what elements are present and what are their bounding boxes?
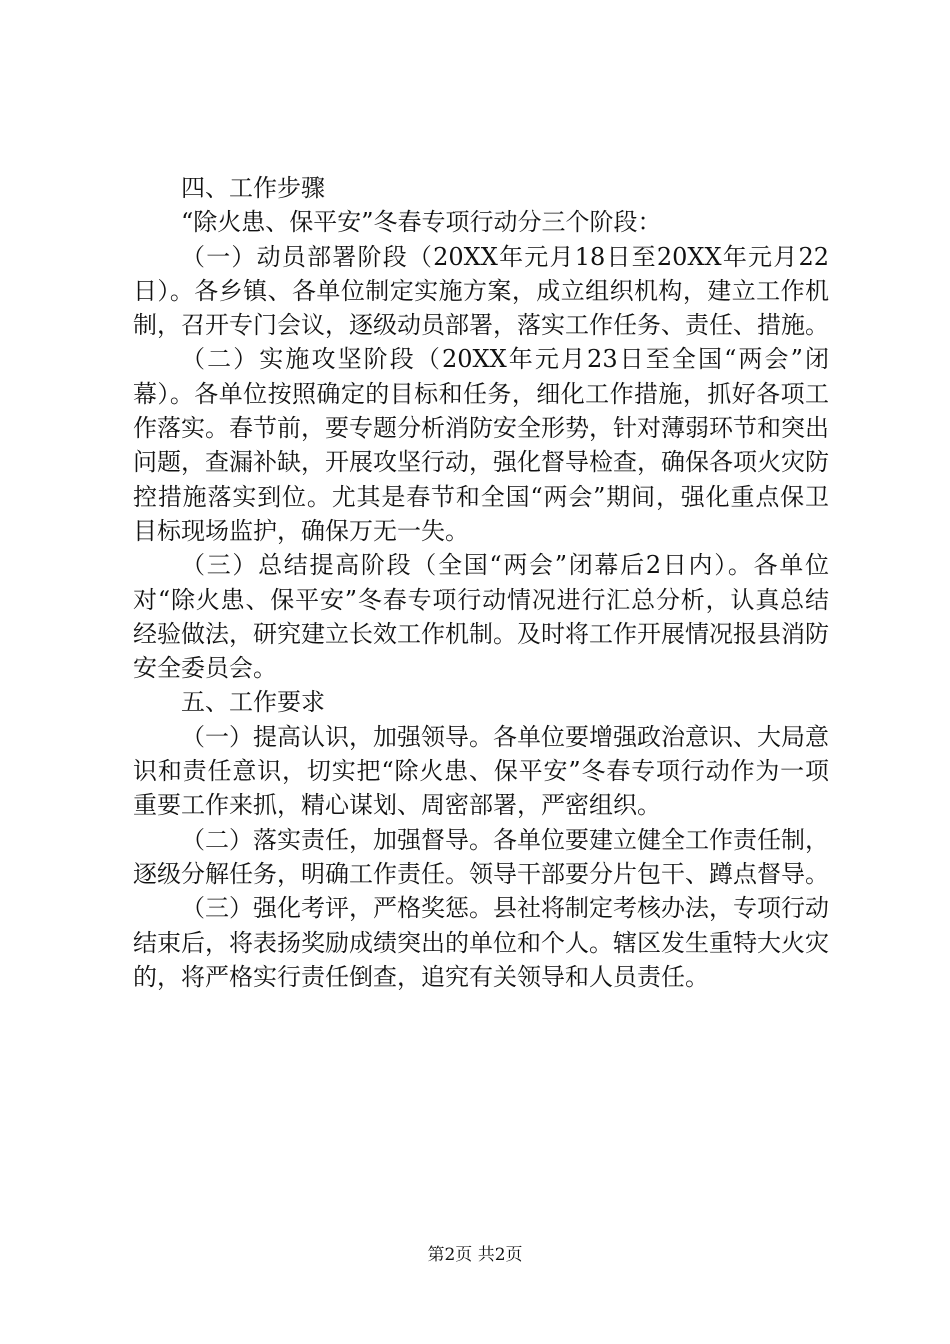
document-body	[133, 171, 829, 994]
section-heading-requirements: 五、工作要求	[181, 688, 325, 717]
paragraph-stages-intro: “除火患、保平安”冬春专项行动分三个阶段：	[181, 208, 662, 237]
section-heading-steps: 四、工作步骤	[181, 174, 325, 202]
paragraph-requirement-evaluation: （三）强化考评，严格奖惩。县社将制定考核办法，专项行动结束后，将表扬奖励成绩突出的单位和个人。辖区发生重特大火灾的，将严格实行责任倒查，追究有关领导和人员责任。	[133, 894, 829, 991]
paragraph-requirement-responsibility: （二）落实责任，加强督导。各单位要建立健全工作责任制，逐级分解任务，明确工作责任。领导干部要分片包干、蹲点督导。	[133, 825, 829, 888]
paragraph-stage-summary: （三）总结提高阶段（全国“两会”闭幕后2日内）。各单位对“除火患、保平安”冬春专项行动情况进行汇总分析，认真总结经验做法，研究建立长效工作机制。及时将工作开展情况报县消防安全委员会。	[133, 551, 829, 683]
paragraph-stage-mobilization: （一）动员部署阶段（20XX年元月18日至20XX年元月22日）。各乡镇、各单位制定实施方案，成立组织机构，建立工作机制，召开专门会议，逐级动员部署，落实工作任务、责任、措施。	[133, 242, 829, 340]
paragraph-requirement-awareness: （一）提高认识，加强领导。各单位要增强政治意识、大局意识和责任意识，切实把“除火患、保平安”冬春专项行动作为一项重要工作来抓，精心谋划、周密部署，严密组织。	[133, 722, 829, 820]
page-footer: 第2页 共2页	[427, 1245, 523, 1265]
paragraph-stage-implementation: （二）实施攻坚阶段（20XX年元月23日至全国“两会”闭幕）。各单位按照确定的目标和任务，细化工作措施，抓好各项工作落实。春节前，要专题分析消防安全形势，针对薄弱环节和突出问题，查漏补缺，开展攻坚行动，强化督导检查，确保各项火灾防控措施落实到位。尤其是春节和全国“两会”期间，强化重点保卫目标现场监护，确保万无一失。	[133, 345, 829, 545]
